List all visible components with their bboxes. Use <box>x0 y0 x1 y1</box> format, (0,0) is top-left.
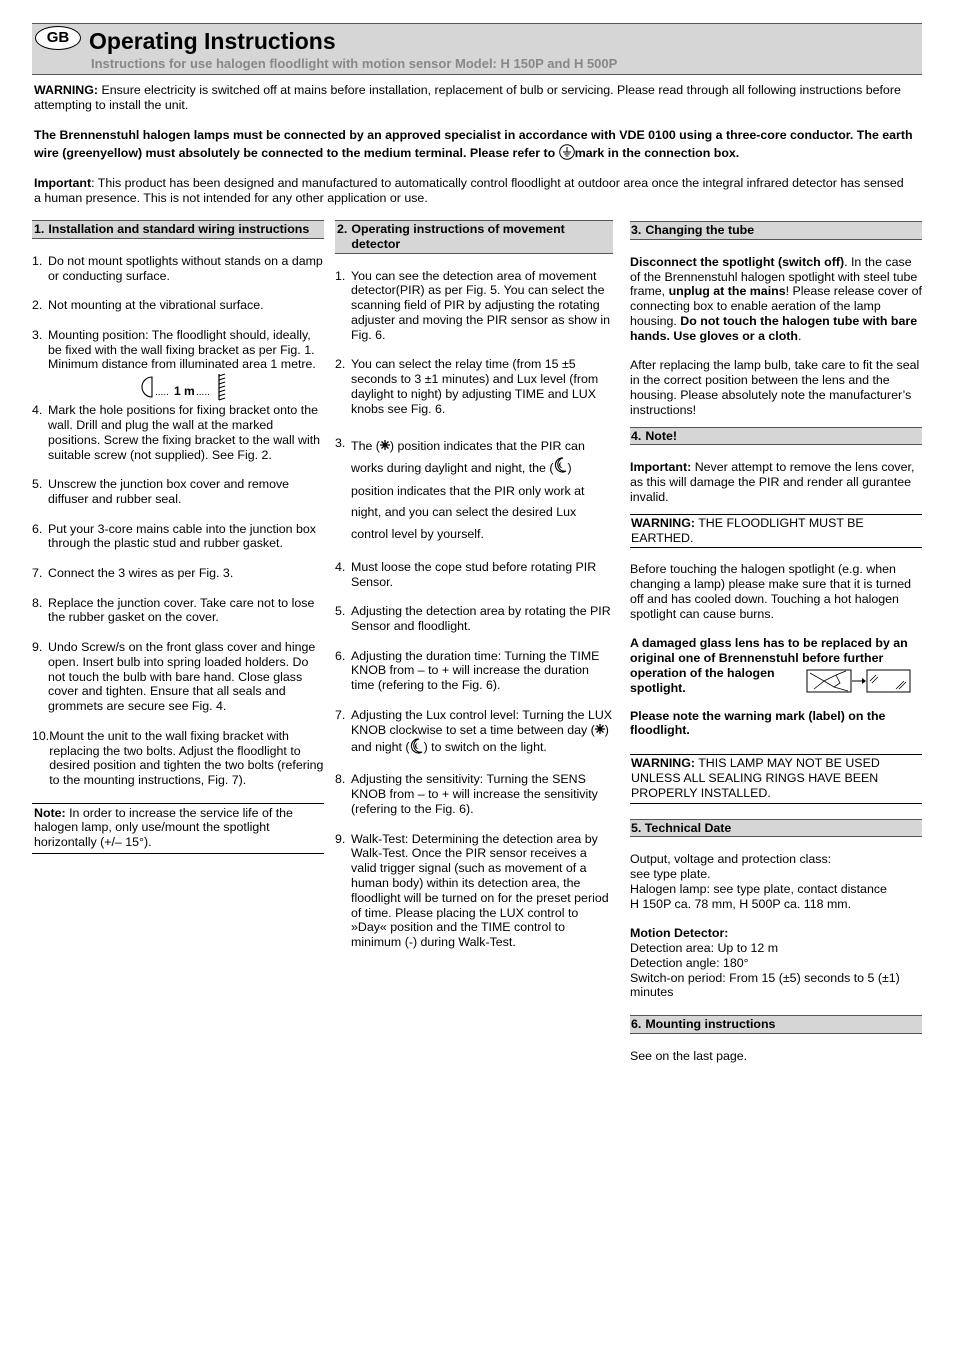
svg-text:.....: ..... <box>196 387 210 399</box>
list-item: 7. Connect the 3 wires as per Fig. 3. <box>32 565 234 580</box>
changing-tube-text: Disconnect the spotlight (switch off). In the case of the Brennenstuhl halogen spotlight with steel tube frame, unplug at the mains! Please release cover of connecting box to enable aeration of the lamp housing. Do not touch the halogen tube with bare hands. Use gloves or a cloth. <box>630 254 922 343</box>
important-label: Important <box>34 176 92 190</box>
column-maintenance <box>630 220 922 1064</box>
distance-icon <box>138 373 234 401</box>
earthed-warning: WARNING: THE FLOODLIGHT MUST BE EARTHED. <box>630 514 922 549</box>
page-subtitle: Instructions for use halogen floodlight with motion sensor Model: H 150P and H 500P <box>91 56 618 71</box>
service-life-note: Note: In order to increase the service life of the halogen lamp, only use/mount the spotlight horizontally (+/– 15°). <box>32 803 324 854</box>
list-item: 2. You can select the relay time (from 15 ±5 seconds to 3 ±1 minutes) and Lux level (from daylight to night) by adjusting TIME and LUX knobs see Fig. 6. <box>335 357 599 416</box>
section-heading-mounting: 6. Mounting instructions <box>630 1015 922 1034</box>
installation-steps <box>32 254 324 788</box>
list-item: 4. Must loose the cope stud before rotating PIR Sensor. <box>335 559 597 589</box>
lens-warning-text: Important: Never attempt to remove the lens cover, as this will damage the PIR and render all gurantee invalid. <box>630 460 915 504</box>
intro-specialist <box>34 127 914 162</box>
specialist-text-end: mark in the connection box. <box>574 146 740 160</box>
section-heading-technical: 5. Technical Date <box>630 819 922 838</box>
technical-data: Output, voltage and protection class: see type plate. Halogen lamp: see type plate, contact distance H 150P ca. 78 mm, H 500P ca. 118 mm. <box>630 852 887 911</box>
broken-glass-replace-icon <box>806 667 912 695</box>
title-bar <box>32 23 922 75</box>
list-item: 9. Walk-Test: Determining the detection area by Walk-Test. Once the PIR sensor receives a valid trigger signal (such as movement of a human body) within its detection area, the floodlight will be turned on for the preset period of time. Please placing the LUX control to »Day« position and the TIME control to minimum (-) during Walk-Test. <box>335 831 609 950</box>
list-item: 1. You can see the detection area of movement detector(PIR) as per Fig. 5. You can select the scanning field of PIR by adjusting the rotating adjuster and moving the PIR sensor as show in Fig. 6. <box>335 268 610 342</box>
list-item: 2. Not mounting at the vibrational surface. <box>32 298 264 313</box>
svg-text:.....: ..... <box>155 387 169 399</box>
intro-warning <box>34 83 914 113</box>
sun-icon <box>380 436 390 458</box>
distance-label: 1 m <box>174 384 195 399</box>
sealing-rings-warning: WARNING: THIS LAMP MAY NOT BE USED UNLESS ALL SEALING RINGS HAVE BEEN PROPERLY INSTALLED. <box>630 754 922 803</box>
list-item: 5. Unscrew the junction box cover and remove diffuser and rubber seal. <box>32 477 290 506</box>
list-item: 6. Adjusting the duration time: Turning the TIME KNOB from – to + will increase the duration time (refering to the Fig. 6). <box>335 648 600 693</box>
list-item: 3. Mounting position: The floodlight should, ideally, be fixed with the wall fixing bracket as per Fig. 1. Minimum distance from illuminated area 1 metre. ..... 1 m ..... <box>32 328 324 401</box>
list-item: 8. Replace the junction cover. Take care not to lose the rubber gasket on the cover. <box>32 595 315 625</box>
column-installation <box>32 220 324 854</box>
moon-icon <box>554 457 568 481</box>
moon-icon <box>410 738 424 758</box>
detector-steps <box>335 269 613 950</box>
list-item: 8. Adjusting the sensitivity: Turning the SENS KNOB from – to + will increase the sensitivity (refering to the Fig. 6). <box>335 772 598 816</box>
sun-icon <box>595 723 605 738</box>
important-text: : This product has been designed and manufactured to automatically control floodlight at outdoor area once the integral infrared detector has sensed a human presence. This is not intended for any other application or use. <box>34 176 904 205</box>
list-item: 3. The ( ) position indicates that the PIR can works during daylight and night, the ( ) position indicates that the PIR only work at night, and you can select the desired Lux control level by yourself. <box>335 435 585 541</box>
list-item: 10. Mount the unit to the wall fixing bracket with replacing the two bolts. Adjust the floodlight to desired position and tighten the two bolts (refering to the mounting instructions, Fig. 7). <box>32 728 324 788</box>
mounting-text: See on the last page. <box>630 1049 748 1064</box>
damaged-lens-text: A damaged glass lens has to be replaced by an original one of Brennenstuhl before further <box>630 636 908 666</box>
damaged-lens-row: operation of the halogen spotlight. <box>630 666 922 696</box>
distance-diagram <box>48 373 324 401</box>
specialist-text: The Brennenstuhl halogen lamps must be connected by an approved specialist in accordance with VDE 0100 using a three-core conductor. The earth wire (greenyellow) must absolutely be connected to the medium terminal. Please refer to <box>34 128 913 160</box>
column-movement-detector <box>335 220 613 965</box>
warning-text: Ensure electricity is switched off at mains before installation, replacement of bulb or servicing. Please read through all following instructions before attempting to install the unit. <box>34 83 901 112</box>
list-item: 6. Put your 3-core mains cable into the junction box through the plastic stud and rubber gasket. <box>32 521 316 551</box>
list-item: 9. Undo Screw/s on the front glass cover and hinge open. Insert bulb into spring loaded holders. Do not touch the bulb with bare hand. Close glass cover and tighten. Ensure that all seals and grommets are secure see Fig. 4. <box>32 639 316 714</box>
list-item: 1. Do not mount spotlights without stands on a damp or conducting surface. <box>32 253 323 283</box>
section-heading-note: 4. Note! <box>630 427 922 446</box>
list-item: 5. Adjusting the detection area by rotating the PIR Sensor and floodlight. <box>335 604 611 634</box>
hot-spotlight-text: Before touching the halogen spotlight (e.g. when changing a lamp) please make sure that it is turned off and has cooled down. Touching a hot halogen spotlight can cause burns. <box>630 562 912 621</box>
intro-important <box>34 176 914 206</box>
protective-earth-icon <box>559 144 575 160</box>
motion-detector-data: Motion Detector: Detection area: Up to 12 m Detection angle: 180° Switch-on period: From 15 (±5) seconds to 5 (±1) minutes <box>630 926 900 1000</box>
section-heading-changing-tube: 3. Changing the tube <box>630 221 922 240</box>
page-title: Operating Instructions <box>89 28 336 54</box>
section-heading-movement-detector: 2. Operating instructions of movement detector <box>335 220 613 254</box>
warning-label: WARNING: <box>34 83 99 97</box>
language-badge: GB <box>35 26 81 50</box>
section-heading-installation: 1. Installation and standard wiring instructions <box>32 220 324 239</box>
list-item: 4. Mark the hole positions for fixing bracket onto the wall. Drill and plug the wall at the marked positions. Screw the fixing bracket to the wall with suitable screw (not supplied). See Fig. 2. <box>32 403 321 462</box>
list-item: 7. Adjusting the Lux control level: Turning the LUX KNOB clockwise to set a time between day ( ) and night ( ) to switch on the light. <box>335 708 613 758</box>
warning-mark-text: Please note the warning mark (label) on the floodlight. <box>630 708 886 738</box>
replacing-bulb-text: After replacing the lamp bulb, take care to fit the seal in the correct position between the lens and the housing. Please absolutely note the manufacturer’s instructions! <box>630 358 920 417</box>
